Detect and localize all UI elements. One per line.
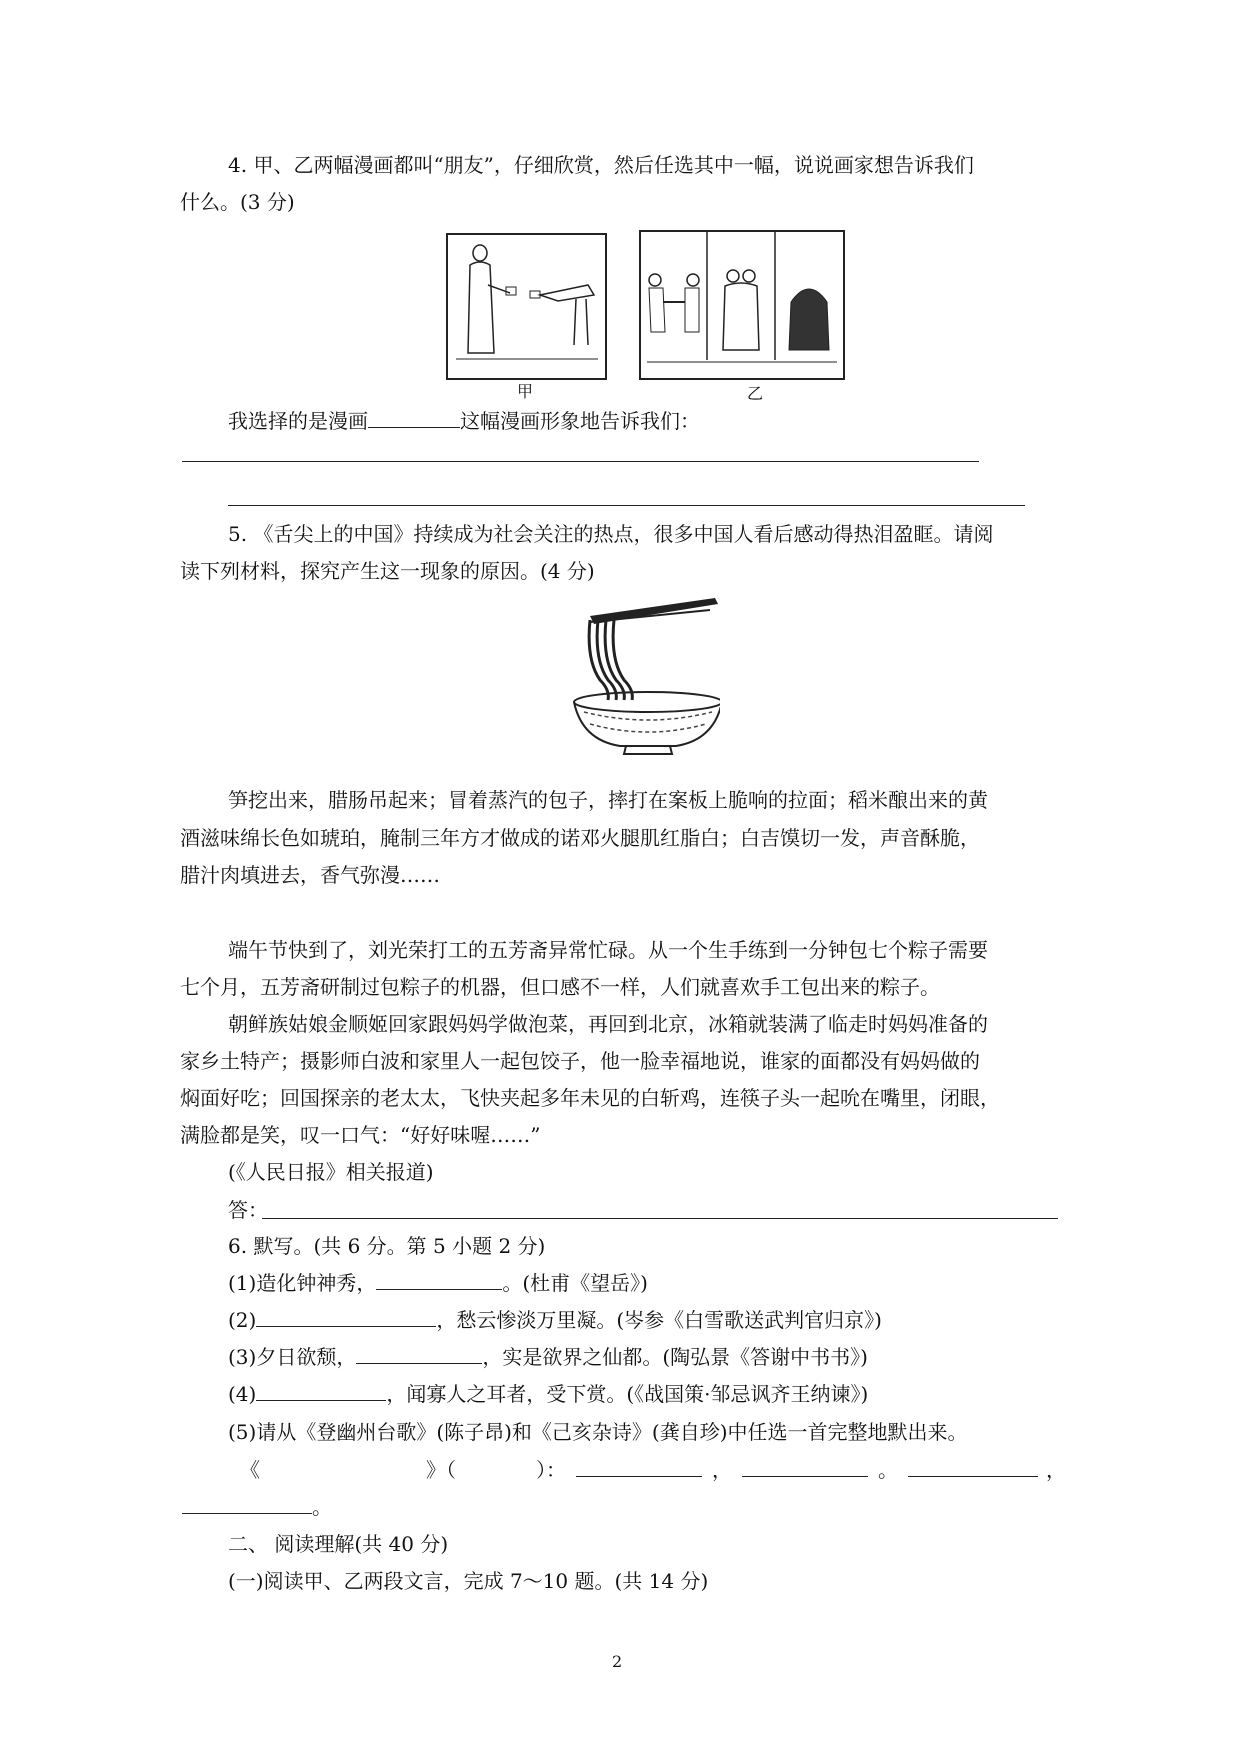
q5-para3-line3: 焖面好吃；回国探亲的老太太，飞快夹起多年未见的白斩鸡，连筷子头一起吮在嘴里，闭眼， [180,1086,1000,1110]
q4-answer-suffix: 这幅漫画形象地告诉我们： [460,409,700,433]
poem-title-open: 《 [240,1458,260,1482]
poem-blank-1[interactable] [576,1458,702,1477]
q6-item1-prompt: (1)造化钟神秀， [228,1271,377,1295]
q5-para3-line1: 朝鲜族姑娘金顺姬回家跟妈妈学做泡菜，再回到北京，冰箱就装满了临走时妈妈准备的 [228,1012,988,1036]
q6-item4-blank[interactable] [256,1382,386,1401]
q6-item2-source: ，愁云惨淡万里凝。(岑参《白雪歌送武判官归京》) [436,1308,882,1332]
q6-poem-line [240,1456,1066,1484]
poem-final-period: 。 [312,1495,332,1519]
caption-a: 甲 [516,382,533,401]
page-number: 2 [612,1652,623,1671]
poem-comma-2: ， [1046,1458,1066,1482]
poem-blank-3[interactable] [908,1458,1038,1477]
q6-title: 6. 默写。(共 6 分。第 5 小题 2 分) [228,1234,546,1258]
q5-line2: 读下列材料，探究产生这一现象的原因。(4 分) [180,559,595,583]
q4-answer-line [228,407,700,435]
q6-item4 [228,1380,868,1408]
poem-comma-1: ， [712,1458,732,1482]
q4-answer-rule-2[interactable] [228,505,1025,506]
q6-item5: (5)请从《登幽州台歌》(陈子昂)和《己亥杂诗》(龚自珍)中任选一首完整地默出来。 [228,1420,968,1444]
q6-item2-blank[interactable] [256,1308,436,1327]
q5-para2-line2: 七个月，五芳斋研制过包粽子的机器，但口感不一样，人们就喜欢手工包出来的粽子。 [180,975,940,999]
q4-line1: 4. 甲、乙两幅漫画都叫“朋友”，仔细欣赏，然后任选其中一幅，说说画家想告诉我们 [228,153,974,177]
section2-title: 二、 阅读理解(共 40 分) [228,1532,449,1556]
q5-source: (《人民日报》相关报道) [228,1160,434,1184]
q6-item3 [228,1343,868,1371]
q6-item1-blank[interactable] [376,1271,502,1290]
q4-answer-prefix: 我选择的是漫画 [228,409,368,433]
q5-para3-line4: 满脸都是笑，叹一口气：“好好味喔……” [180,1123,541,1147]
q6-item1-source: 。(杜甫《望岳》) [502,1271,648,1295]
section2-subtitle: (一)阅读甲、乙两段文言，完成 7～10 题。(共 14 分) [228,1569,709,1593]
q5-para1-line1: 笋挖出来，腊肠吊起来；冒着蒸汽的包子，摔打在案板上脆响的拉面；稻米酿出来的黄 [228,788,988,812]
q6-item2-prompt: (2) [228,1308,257,1332]
q6-item4-source: ，闻寡人之耳者，受下赏。(《战国策·邹忌讽齐王纳谏》) [386,1382,869,1406]
q5-para1-line2: 酒滋味绵长色如琥珀，腌制三年方才做成的诺邓火腿肌红脂白；白吉馍切一发，声音酥脆， [180,826,980,850]
poem-author-close: ）： [536,1458,566,1482]
q5-answer-rule[interactable] [262,1218,1058,1219]
cartoon-b-drawing [641,232,843,378]
noodle-bowl-illustration [560,590,720,755]
q5-para1-line3: 腊汁肉填进去，香气弥漫…… [180,863,440,887]
q4-choice-blank[interactable] [368,409,460,428]
q4-line2: 什么。(3 分) [180,190,295,214]
cartoon-a-drawing [448,235,605,378]
q6-item3-blank[interactable] [356,1345,482,1364]
poem-title-close: 》（ [426,1458,456,1482]
q5-answer-label: 答： [228,1198,268,1222]
q4-answer-rule-1[interactable] [182,461,979,462]
poem-blank-2[interactable] [742,1458,868,1477]
q5-para2-line1: 端午节快到了，刘光荣打工的五芳斋异常忙碌。从一个生手练到一分钟包七个粽子需要 [228,938,988,962]
q6-item3-source: ，实是欲界之仙都。(陶弘景《答谢中书书》) [482,1345,868,1369]
cartoon-a [446,233,607,380]
q6-item1 [228,1269,648,1297]
noodle-bowl-drawing [560,590,720,755]
caption-b: 乙 [746,384,763,403]
poem-blank-4[interactable] [182,1495,312,1514]
q6-item4-prompt: (4) [228,1382,257,1406]
q6-item2 [228,1306,882,1334]
cartoon-b [639,230,845,380]
q6-item3-prompt: (3)夕日欲颓， [228,1345,357,1369]
q5-line1: 5. 《舌尖上的中国》持续成为社会关注的热点，很多中国人看后感动得热泪盈眶。请阅 [228,522,994,546]
q6-poem-line2 [182,1493,332,1521]
poem-period-1: 。 [878,1458,898,1482]
q5-para3-line2: 家乡土特产；摄影师白波和家里人一起包饺子，他一脸幸福地说，谁家的面都没有妈妈做的 [180,1049,980,1073]
